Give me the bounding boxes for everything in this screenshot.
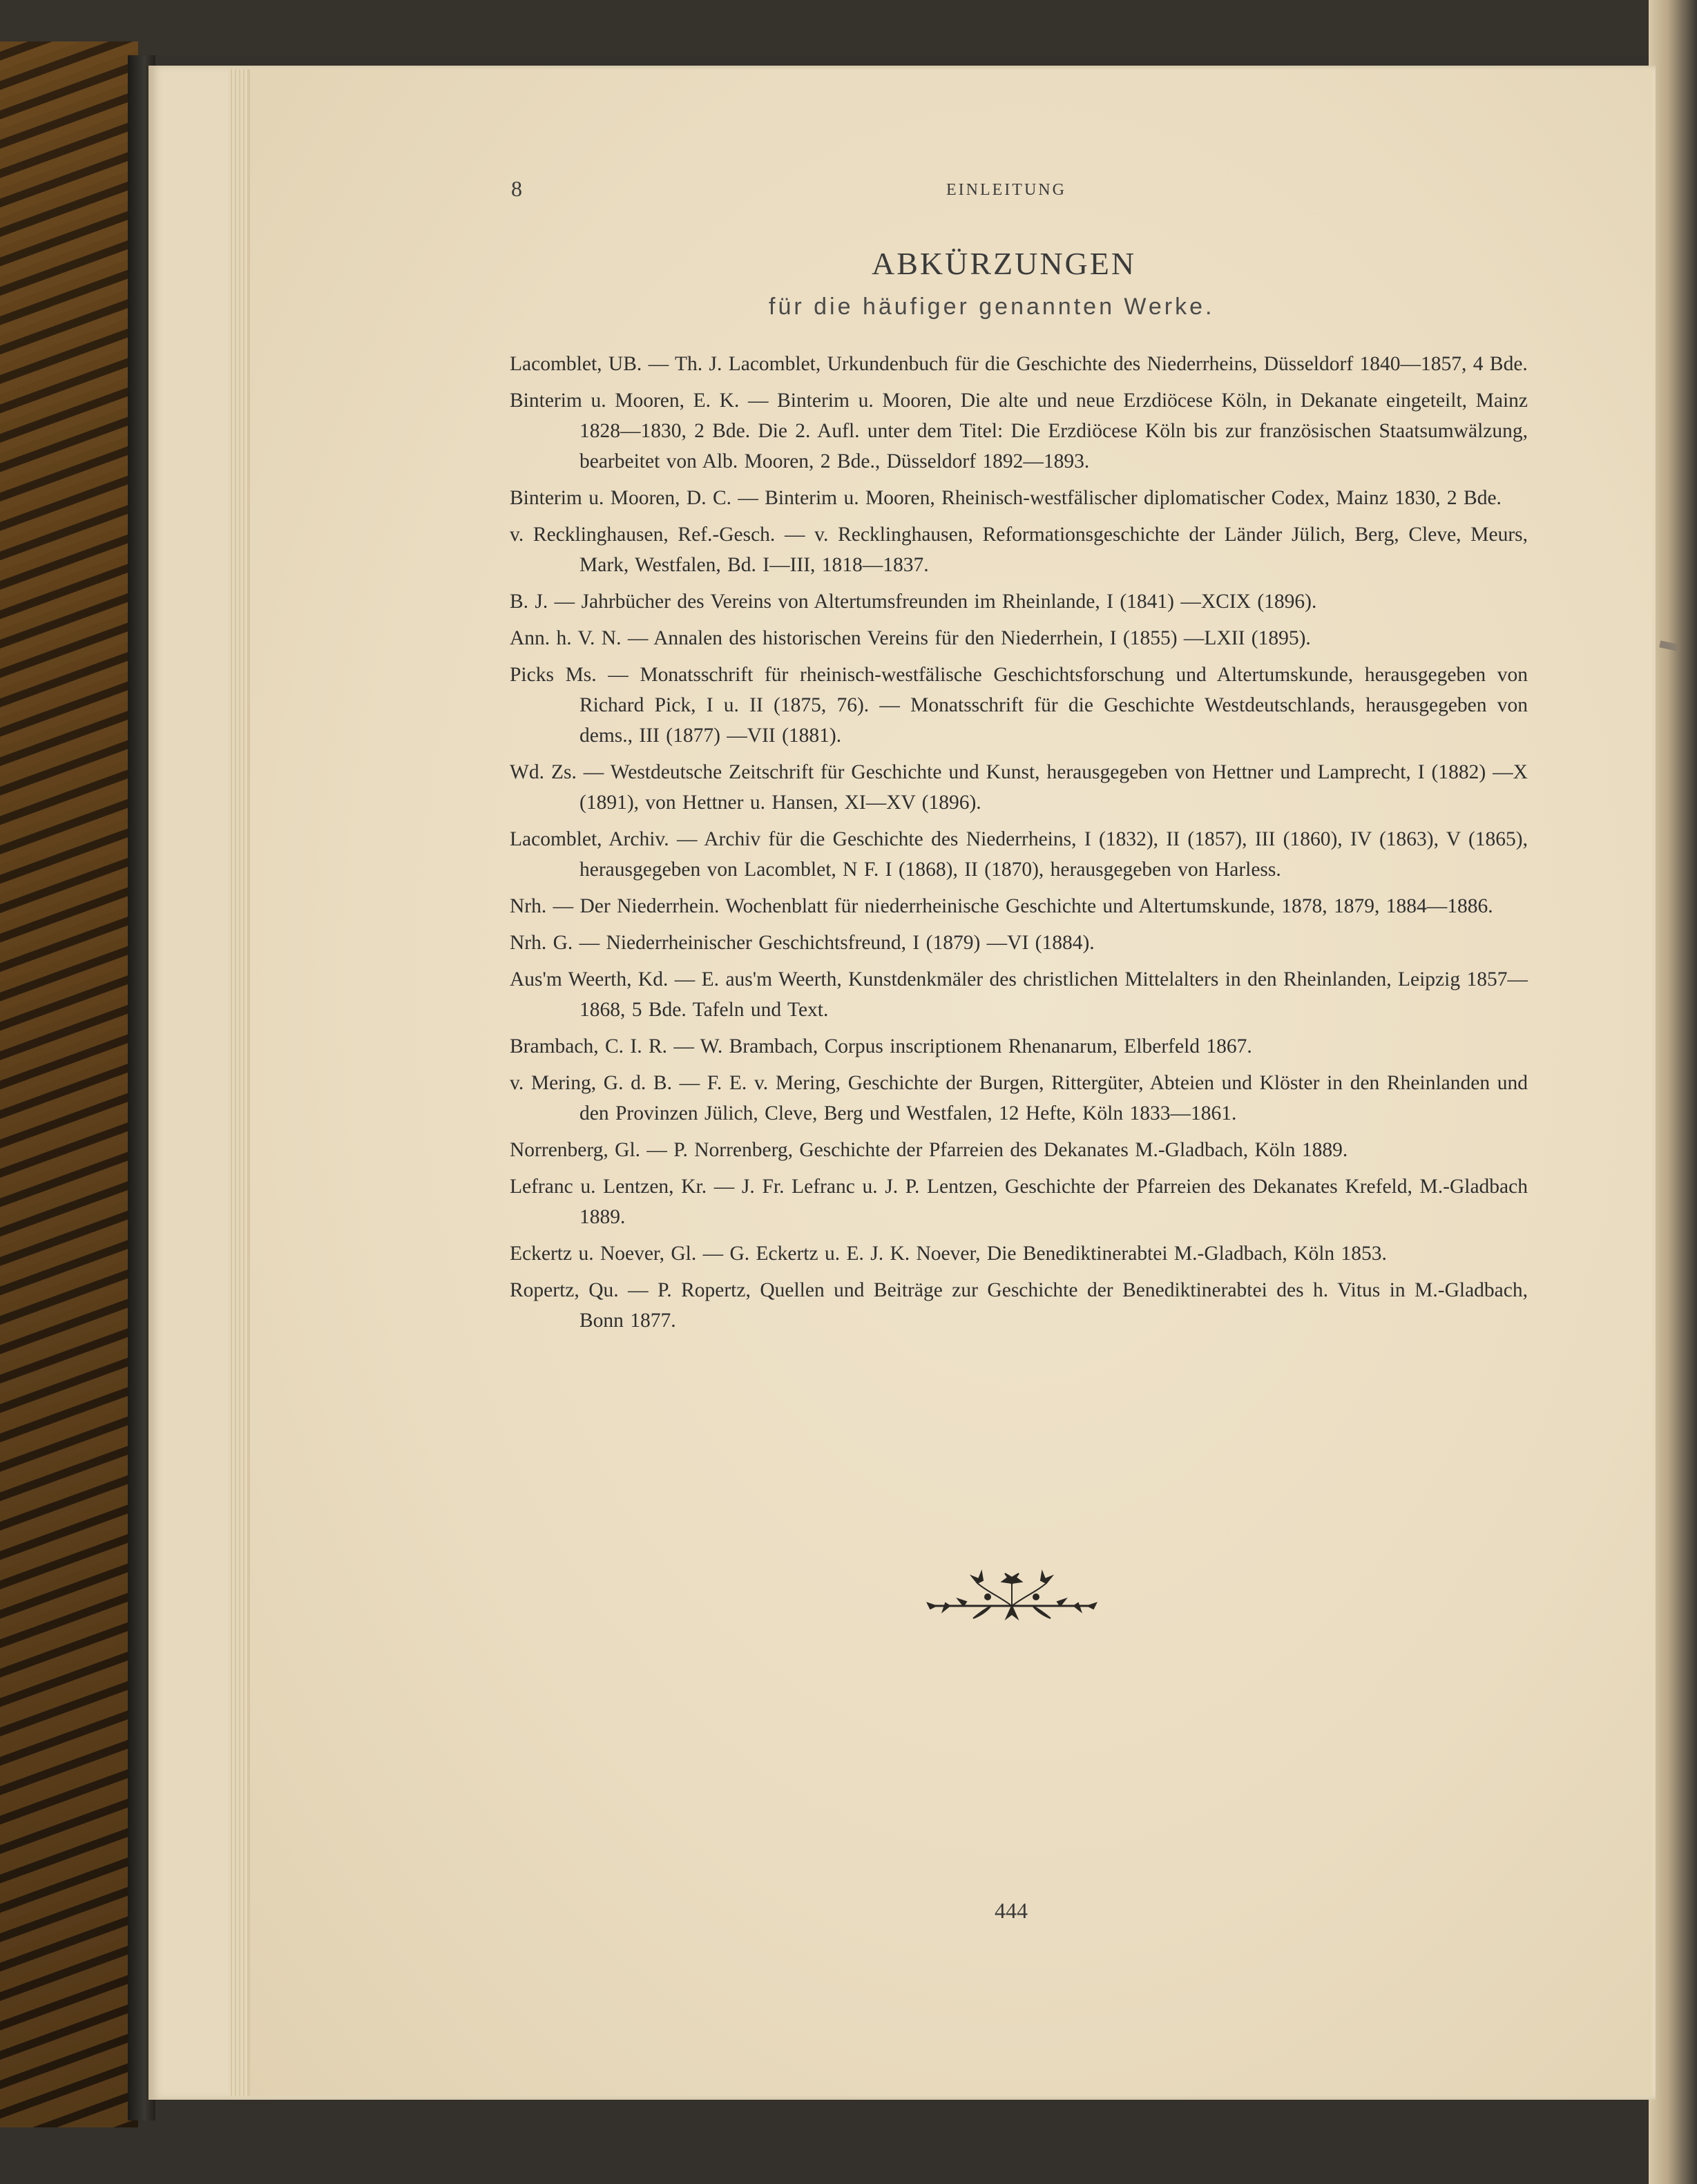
abbreviation-entry: Norrenberg, Gl. — P. Norrenberg, Geschichte der Pfarreien des Dekanates M.-Gladbach, Köln 1889. xyxy=(510,1139,1348,1161)
abbreviation-entry: Lacomblet, UB. — Th. J. Lacomblet, Urkundenbuch für die Geschichte des Niederrheins, Düsseldorf 1840—1857, 4 Bde. xyxy=(510,353,1528,375)
marbled-cover-board xyxy=(0,41,138,2127)
page-edges xyxy=(228,69,249,2096)
floral-vignette-icon xyxy=(922,1568,1102,1630)
section-title: ABKÜRZUNGEN xyxy=(872,246,1137,281)
abbreviation-entry: Binterim u. Mooren, E. K. — Binterim u. Mooren, Die alte und neue Erzdiöcese Köln, in Dekanate eingeteilt, Mainz 1828—1830, 2 Bde. Die 2. Aufl. unter dem Titel: Die Erzdiöcese Köln bis zur französischen Staatsumwälzung, bearbeitet von Alb. Mooren, 2 Bde., Düsseldorf 1892—1893. xyxy=(510,390,1528,472)
abbreviation-entry: B. J. — Jahrbücher des Vereins von Altertumsfreunden im Rheinlande, I (1841) —XCIX (1896). xyxy=(510,591,1317,613)
next-page-edge xyxy=(1649,0,1697,2184)
abbreviation-entry: Nrh. — Der Niederrhein. Wochenblatt für niederrheinische Geschichte und Altertumskunde, 1878, 1879, 1884—1886. xyxy=(510,895,1493,917)
running-title: EINLEITUNG xyxy=(946,181,1066,199)
abbreviation-entry: Aus'm Weerth, Kd. — E. aus'm Weerth, Kunstdenkmäler des christlichen Mittelalters in den Rheinlanden, Leipzig 1857—1868, 5 Bde. Tafeln und Text. xyxy=(510,968,1528,1021)
abbreviation-entry: v. Mering, G. d. B. — F. E. v. Mering, Geschichte der Burgen, Rittergüter, Abteien und Klöster in den Rheinlanden und den Provinzen Jülich, Cleve, Berg und Westfalen, 12 Hefte, Köln 1833—1861. xyxy=(510,1072,1528,1124)
abbreviation-entry: Nrh. G. — Niederrheinischer Geschichtsfreund, I (1879) —VI (1884). xyxy=(510,932,1095,954)
abbreviation-entry: Wd. Zs. — Westdeutsche Zeitschrift für Geschichte und Kunst, herausgegeben von Hettner und Lamprecht, I (1882) —X (1891), von Hettner u. Hansen, XI—XV (1896). xyxy=(510,761,1528,814)
abbreviation-entry: Picks Ms. — Monatsschrift für rheinisch-westfälische Geschichtsforschung und Altertumskunde, herausgegeben von Richard Pick, I u. II (1875, 76). — Monatsschrift für die Geschichte Westdeutschlands, herausgegeben von dems., III (1877) —VII (1881). xyxy=(510,664,1528,747)
abbreviation-list xyxy=(510,349,1528,1342)
abbreviation-entry: Binterim u. Mooren, D. C. — Binterim u. Mooren, Rheinisch-westfälischer diplomatischer Codex, Mainz 1830, 2 Bde. xyxy=(510,487,1502,509)
abbreviation-entry: Brambach, C. I. R. — W. Brambach, Corpus inscriptionem Rhenanarum, Elberfeld 1867. xyxy=(510,1035,1252,1057)
abbreviation-entry: Lefranc u. Lentzen, Kr. — J. Fr. Lefranc u. J. P. Lentzen, Geschichte der Pfarreien des Dekanates Krefeld, M.-Gladbach 1889. xyxy=(510,1176,1528,1228)
section-subtitle: für die häufiger genannten Werke. xyxy=(769,294,1215,320)
header-page-number: 8 xyxy=(511,176,522,201)
abbreviation-entry: Eckertz u. Noever, Gl. — G. Eckertz u. E. J. K. Noever, Die Benediktinerabtei M.-Gladbach, Köln 1853. xyxy=(510,1243,1387,1265)
abbreviation-entry: Lacomblet, Archiv. — Archiv für die Geschichte des Niederrheins, I (1832), II (1857), III (1860), IV (1863), V (1865), herausgegeben von Lacomblet, N F. I (1868), II (1870), herausgegeben von Harless. xyxy=(510,828,1528,881)
abbreviation-entry: Ropertz, Qu. — P. Ropertz, Quellen und Beiträge zur Geschichte der Benediktinerabtei des h. Vitus in M.-Gladbach, Bonn 1877. xyxy=(510,1279,1528,1332)
scan-background-top xyxy=(0,0,1697,55)
abbreviation-entry: Ann. h. V. N. — Annalen des historischen Vereins für den Niederrhein, I (1855) —LXII (1895). xyxy=(510,627,1311,649)
abbreviation-entry: v. Recklinghausen, Ref.-Gesch. — v. Recklinghausen, Reformationsgeschichte der Länder Jülich, Berg, Cleve, Meurs, Mark, Westfalen, Bd. I—III, 1818—1837. xyxy=(510,524,1528,576)
folio-number: 444 xyxy=(995,1898,1028,1923)
